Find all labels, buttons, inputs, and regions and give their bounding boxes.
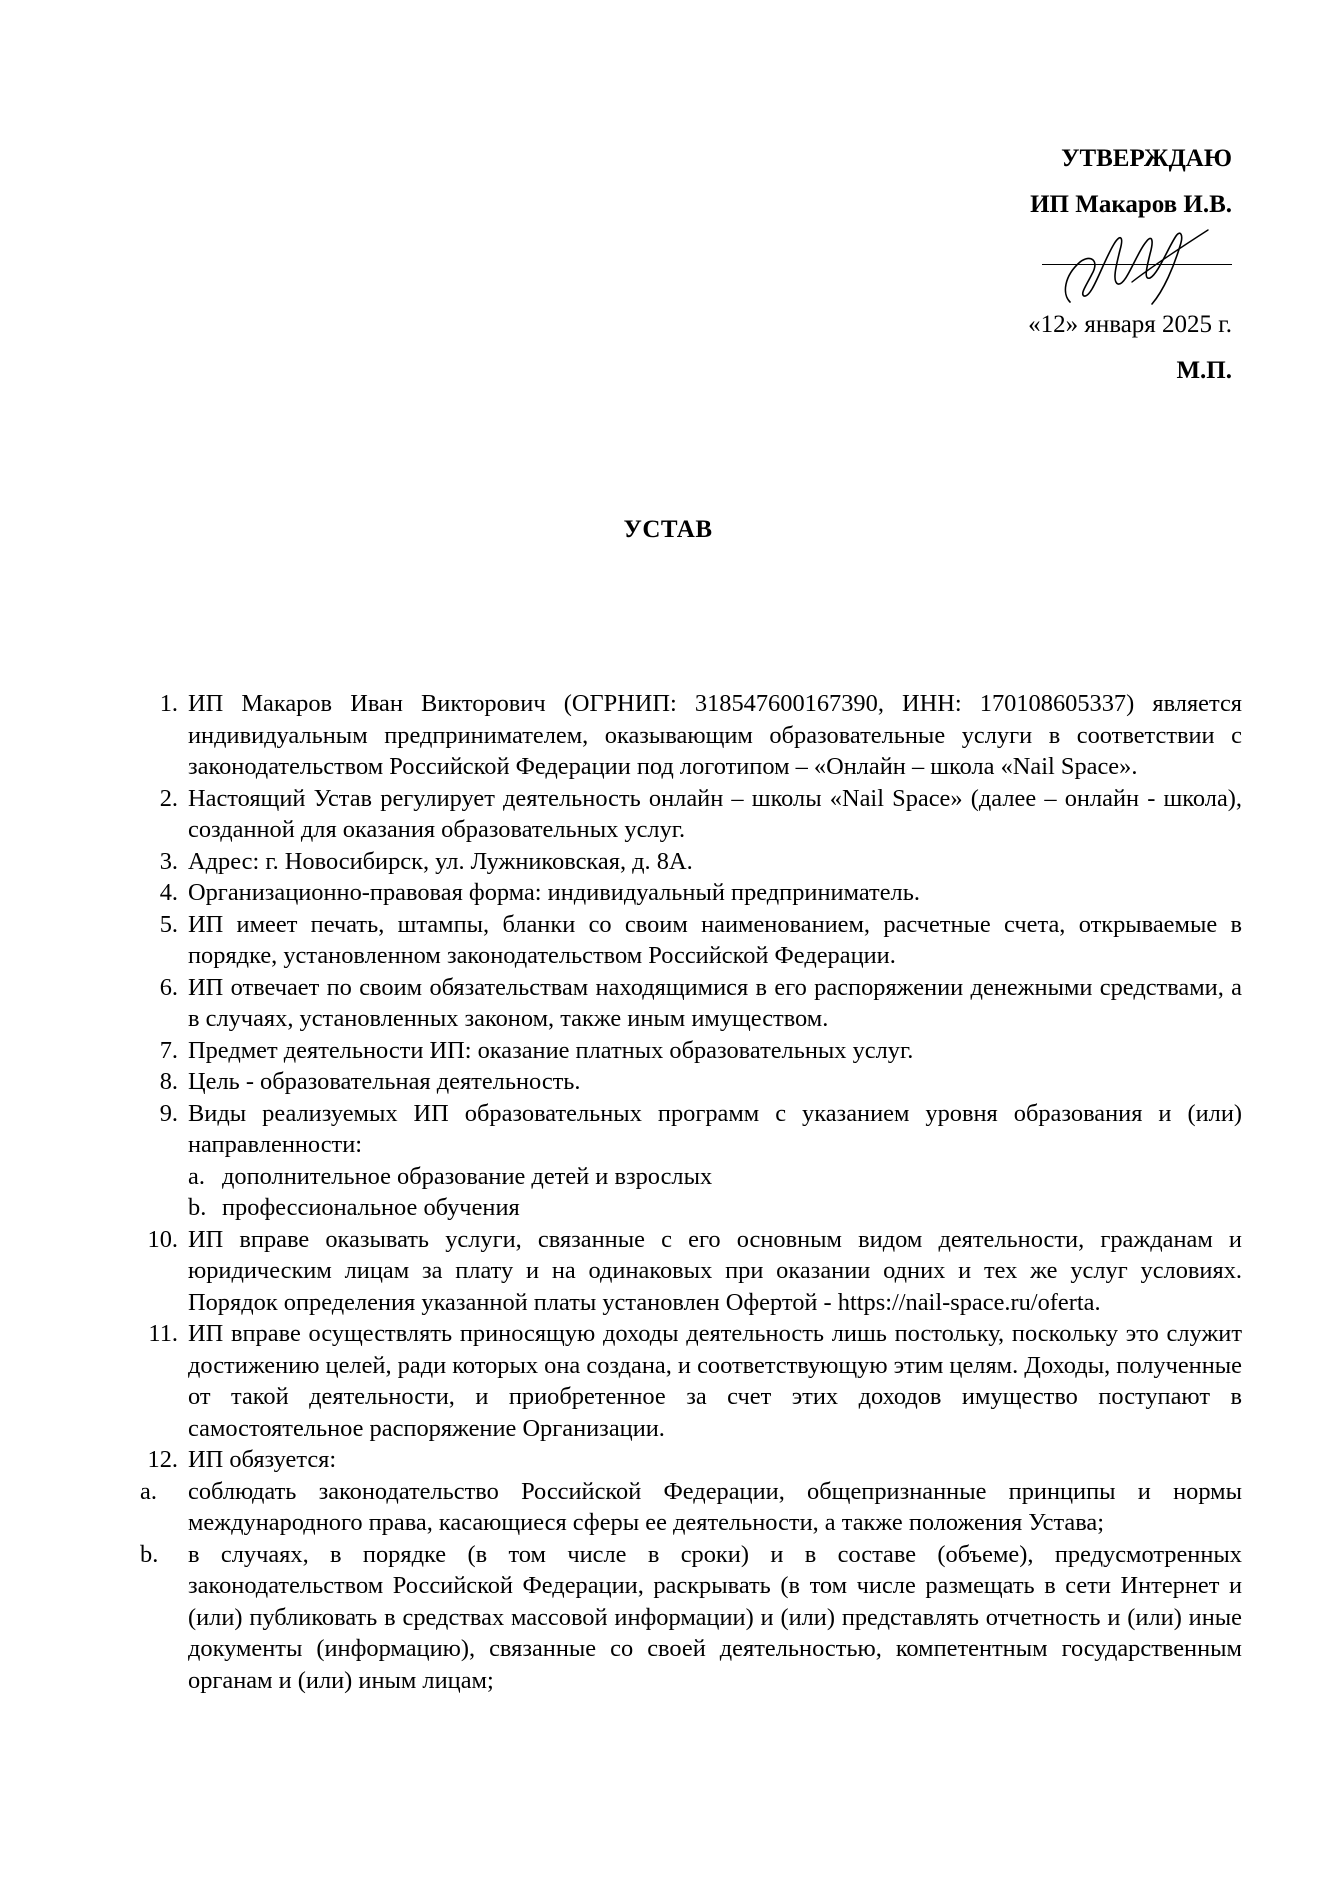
list-item — [138, 846, 1242, 878]
stamp-place: М.П. — [1176, 357, 1232, 384]
list-item — [138, 1224, 1242, 1319]
obligation-item-text: соблюдать законодательство Российской Федерации, общепризнанные принципы и нормы международного права, касающиеся сферы ее деятельности, а также положения Устава; — [188, 1477, 1242, 1536]
list-item-text: Организационно-правовая форма: индивидуальный предприниматель. — [188, 879, 920, 906]
list-item — [138, 783, 1242, 846]
list-item — [138, 909, 1242, 972]
approval-block — [872, 146, 1232, 388]
list-item — [138, 688, 1242, 783]
sub-list-item-text: дополнительное образование детей и взрослых — [222, 1162, 713, 1190]
list-item — [138, 1035, 1242, 1067]
list-item-number: 7. — [159, 1036, 178, 1064]
sub-list-item — [138, 1161, 1242, 1193]
list-item-text: Настоящий Устав регулирует деятельность онлайн – школы «Nail Space» (далее – онлайн - школа), созданной для оказания образовательных услуг. — [188, 784, 1242, 843]
list-item-number: 8. — [159, 1068, 178, 1095]
approval-title: УТВЕРЖДАЮ — [1061, 145, 1232, 172]
list-item-text: ИП Макаров Иван Викторович (ОГРНИП: 318547600167390, ИНН: 170108605337) является индивидуальным предпринимателем, оказывающим образовательные услуги в соответствии с законодательством Российской Федерации под логотипом – «Онлайн – школа «Nail Space». — [188, 690, 1242, 780]
approval-date: «12» января 2025 г. — [1028, 311, 1232, 338]
obligation-item — [138, 1539, 1242, 1697]
list-item-number: 10. — [147, 1225, 178, 1253]
obligation-item-text: в случаях, в порядке (в том числе в сроки) и в составе (объеме), предусмотренных законодательством Российской Федерации, раскрывать (в том числе размещать в сети Интернет и (или) публиковать в средствах массовой информации) и (или) представлять отчетность и (или) иные документы (информацию), связанные со своей деятельностью, компетентным государственным органам и (или) иным лицам; — [188, 1540, 1242, 1694]
list-item-number: 11. — [148, 1320, 178, 1347]
list-item — [138, 972, 1242, 1035]
approval-signatory: ИП Макаров И.В. — [1030, 191, 1232, 218]
obligation-item-letter: a. — [140, 1477, 157, 1505]
list-item-text: Цель - образовательная деятельность. — [188, 1068, 581, 1095]
list-item-text: Предмет деятельности ИП: оказание платных образовательных услуг. — [188, 1036, 914, 1064]
list-item-text: ИП вправе осуществлять приносящую доходы деятельность лишь постольку, поскольку это служит достижению целей, ради которых она создана, и соответствующую этим целям. Доходы, полученные от такой деятельности, и приобретенное за счет этих доходов имущество поступают в самостоятельное распоряжение Организации. — [188, 1320, 1242, 1442]
list-item — [138, 877, 1242, 909]
list-item-number: 5. — [159, 910, 178, 938]
obligation-item — [138, 1476, 1242, 1539]
list-item — [138, 1444, 1242, 1476]
list-item-text: ИП вправе оказывать услуги, связанные с его основным видом деятельности, гражданам и юридическим лицам за плату и на одинаковых при оказании одних и тех же услуг условиях. Порядок определения указанной платы установлен Офертой - https://nail-space.ru/oferta. — [188, 1225, 1242, 1316]
list-item-number: 6. — [159, 973, 178, 1001]
list-item-number: 4. — [159, 879, 178, 906]
document-title: УСТАВ — [623, 516, 713, 543]
signature-area — [872, 224, 1232, 294]
list-item — [138, 1066, 1242, 1098]
handwritten-signature-icon — [1040, 224, 1210, 306]
sub-list-item-text: профессиональное обучения — [222, 1194, 520, 1221]
list-item-text: ИП обязуется: — [188, 1446, 337, 1473]
list-item-number: 1. — [159, 690, 178, 717]
list-item — [138, 1318, 1242, 1444]
obligation-item-letter: b. — [140, 1540, 159, 1568]
list-item-text: Адрес: г. Новосибирск, ул. Лужниковская, д. 8А. — [188, 847, 693, 875]
list-item-number: 2. — [159, 784, 178, 812]
document-body — [138, 688, 1242, 1696]
list-item-text: Виды реализуемых ИП образовательных программ с указанием уровня образования и (или) направленности: — [188, 1099, 1242, 1158]
list-item-text: ИП отвечает по своим обязательствам находящимися в его распоряжении денежными средствами, а в случаях, установленных законом, также иным имуществом. — [188, 973, 1242, 1032]
list-item-number: 3. — [159, 847, 178, 875]
sub-list-item-letter: a. — [188, 1162, 205, 1190]
list-item-number: 9. — [159, 1099, 178, 1127]
sub-list-item-letter: b. — [188, 1194, 207, 1221]
list-item — [138, 1098, 1242, 1161]
list-item-number: 12. — [147, 1446, 178, 1473]
list-item-text: ИП имеет печать, штампы, бланки со своим наименованием, расчетные счета, открываемые в порядке, установленном законодательством Российской Федерации. — [188, 910, 1242, 969]
sub-list-item — [138, 1192, 1242, 1224]
